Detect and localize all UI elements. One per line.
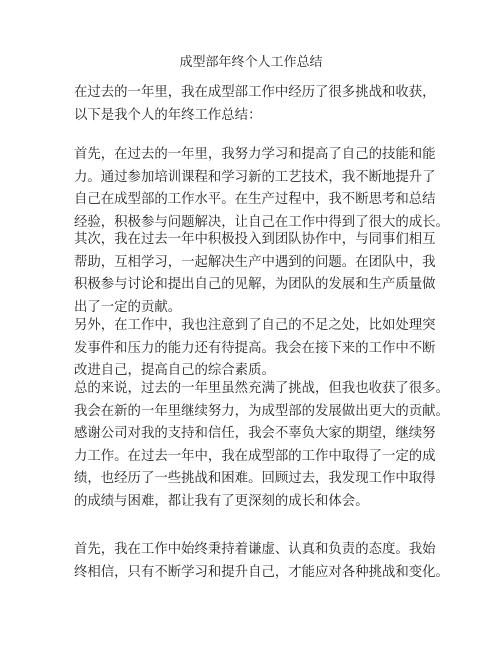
text-line: 力。通过参加培训课程和学习新的工艺技术，我不断地提升了 (74, 169, 436, 185)
text-line: 终相信，只有不断学习和提升自己，才能应对各种挑战和变化。 (74, 564, 449, 580)
text-line: 绩，也经历了一些挑战和困难。回顾过去，我发现工作中取得 (74, 471, 436, 486)
text-line: 发事件和压力的能力还有待提高。我会在接下来的工作中不断 (74, 340, 436, 356)
text-line: 力工作。在过去一年中，我在成型部的工作中取得了一定的成 (74, 448, 436, 464)
text-line: 以下是我个人的年终工作总结： (74, 107, 262, 123)
text-line: 在过去的一年里，我在成型部工作中经历了很多挑战和收获， (74, 85, 436, 100)
text-line: 另外，在工作中，我也注意到了自己的不足之处，比如处理突 (74, 318, 436, 333)
paragraph-attitude (74, 539, 449, 584)
text-line: 经验，积极参与问题解决，让自己在工作中得到了很大的成长。 (74, 214, 449, 230)
text-line: 感谢公司对我的支持和信任，我会不辜负大家的期望，继续努 (74, 426, 436, 441)
text-line: 总的来说，过去的一年里虽然充满了挑战，但我也收获了很多。 (74, 381, 449, 396)
paragraph-shortcomings (74, 315, 434, 383)
text-line: 改进自己，提高自己的综合素质。 (74, 363, 275, 378)
paragraph-intro (74, 82, 434, 127)
text-line: 积极参与讨论和提出自己的见解，为团队的发展和生产质量做 (74, 277, 436, 292)
text-line: 首先，在过去的一年里，我努力学习和提高了自己的技能和能 (74, 147, 436, 162)
text-line: 我会在新的一年里继续努力，为成型部的发展做出更大的贡献。 (74, 403, 449, 419)
text-line: 帮助，互相学习，一起解决生产中遇到的问题。在团队中，我 (74, 254, 436, 270)
text-line: 的成绩与困难，都让我有了更深刻的成长和体会。 (74, 493, 369, 509)
paragraph-summary (74, 378, 449, 513)
document-title: 成型部年终个人工作总结 (179, 55, 323, 70)
text-line: 其次，我在过去一年中积极投入到团队协作中，与同事们相互 (74, 232, 436, 247)
text-line: 自己在成型部的工作水平。在生产过程中，我不断思考和总结 (74, 192, 436, 207)
text-line: 出了一定的贡献。 (74, 299, 182, 315)
paragraph-teamwork (74, 229, 434, 319)
text-line: 首先，我在工作中始终秉持着谦虚、认真和负责的态度。我始 (74, 542, 436, 557)
paragraph-skills (74, 144, 449, 234)
